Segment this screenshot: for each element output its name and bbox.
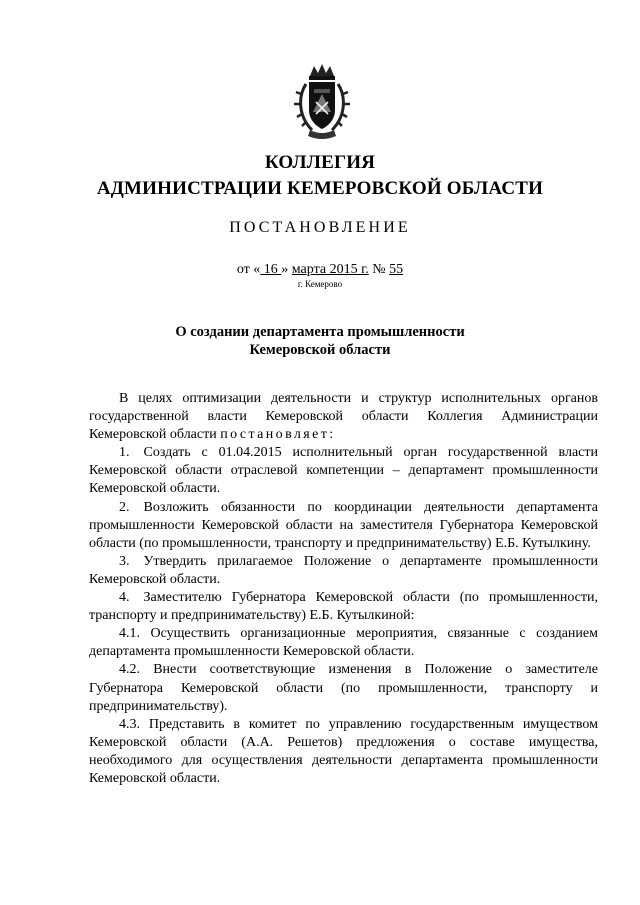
paragraph-1: 1. Создать с 01.04.2015 исполнительный орган государственной власти Кемеровской области отраслевой компетенции – департамент промышленности Кемеровской области. [89,445,598,497]
organization-title-line2: АДМИНИСТРАЦИИ КЕМЕРОВСКОЙ ОБЛАСТИ [96,178,544,199]
coat-of-arms-icon [292,62,352,142]
paragraph-4: 4. Заместителю Губернатора Кемеровской области (по промышленности, транспорту и предпринимательству) Е.Б. Кутылкиной: [89,590,598,624]
date-number-line [0,262,640,278]
document-body [89,390,598,788]
date-mid: » [281,262,292,277]
paragraph-4-3: 4.3. Представить в комитет по управлению государственным имуществом Кемеровской области (А.А. Решетов) предложения о составе имущества, необходимого для осуществления деятельности департамента промышленности Кемеровской области. [89,716,598,786]
paragraph-3: 3. Утвердить прилагаемое Положение о департаменте промышленности Кемеровской области. [89,553,598,587]
intro-text: В целях оптимизации деятельности и структур исполнительных органов государственной власти Кемеровской области Коллегия Администрации Кемеровской области [89,391,598,443]
city-name: г. Кемерово [297,279,343,289]
document-number: 55 [389,262,404,277]
document-type: ПОСТАНОВЛЕНИЕ [229,219,411,236]
intro-spaced-text: постановляет: [220,427,336,443]
paragraph-2: 2. Возложить обязанности по координации деятельности департамента промышленности Кемеровской области на заместителя Губернатора Кемеровской области (по промышленности, транспорту и предпринимательству) Е.Б. Кутылкину. [89,499,598,551]
number-label: № [368,262,390,277]
date-month-year: марта 2015 г. [291,262,369,277]
paragraph-4-1: 4.1. Осуществить организационные мероприятия, связанные с созданием департамента промышленности Кемеровской области. [89,626,598,660]
paragraph-4-2: 4.2. Внести соответствующие изменения в Положение о заместителе Губернатора Кемеровской области (по промышленности, транспорту и предпринимательству). [89,662,598,714]
subject-line1: О создании департамента промышленности [175,324,465,340]
date-day: 16 [260,262,282,277]
date-prefix: от « [236,262,261,277]
intro-paragraph [89,390,598,444]
organization-title-line1: КОЛЛЕГИЯ [264,152,376,173]
subject-line2: Кемеровской области [249,342,391,358]
